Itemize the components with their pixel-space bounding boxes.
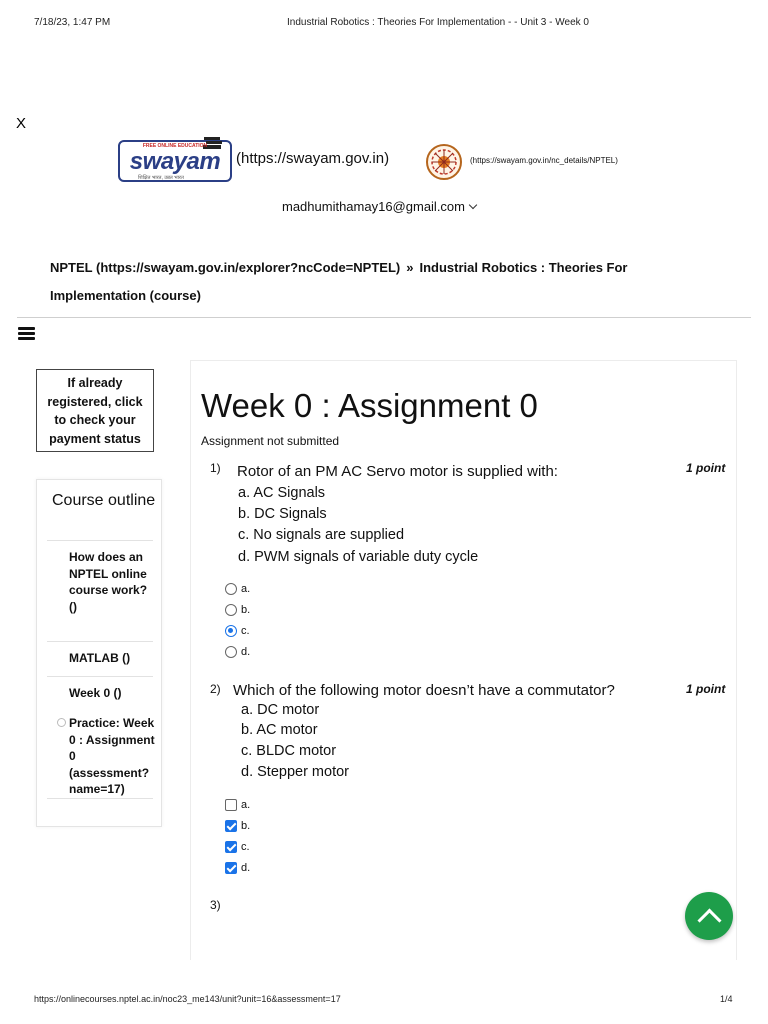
swayam-logo-subline: शिक्षित भारत, उन्नत भारत (138, 175, 184, 181)
radio-button[interactable] (225, 583, 237, 595)
checkbox-checked[interactable] (225, 841, 237, 853)
question-choice: d. PWM signals of variable duty cycle (238, 549, 479, 565)
print-datetime: 7/18/23, 1:47 PM (34, 17, 111, 28)
assignment-card (190, 360, 737, 960)
swayam-link[interactable]: (https://swayam.gov.in) (236, 150, 390, 167)
option-label: a. (241, 799, 251, 811)
swayam-logo-word: swayam (129, 148, 221, 175)
question-choice: a. DC motor (241, 702, 320, 718)
question-choice: c. No signals are supplied (238, 527, 405, 543)
option-label: d. (241, 646, 251, 658)
status-circle-icon (57, 718, 66, 727)
question-choice: c. BLDC motor (241, 743, 337, 759)
user-email: madhumithamay16@gmail.com (282, 199, 465, 214)
question-text: Which of the following motor doesn’t have a commutator? (233, 682, 615, 699)
question-points: 1 point (686, 682, 726, 696)
option-label: d. (241, 862, 251, 874)
question-choice: b. DC Signals (238, 506, 327, 522)
swayam-logo[interactable] (118, 140, 232, 182)
divider (17, 317, 751, 318)
chevron-down-icon (469, 201, 477, 209)
option-label: b. (241, 820, 251, 832)
assignment-status: Assignment not submitted (201, 434, 340, 448)
payment-status-button[interactable]: If already registered, click to check your payment status (36, 369, 154, 452)
nptel-link[interactable]: (https://swayam.gov.in/nc_details/NPTEL) (470, 156, 618, 165)
divider (47, 540, 153, 541)
outline-item-how-it-works[interactable]: How does an NPTEL online course work? () (69, 550, 148, 614)
divider (47, 641, 153, 642)
scroll-to-top-button[interactable] (685, 892, 733, 940)
outline-item-matlab[interactable]: MATLAB () (69, 651, 131, 665)
breadcrumb-separator: » (406, 260, 414, 275)
radio-button-selected[interactable] (225, 625, 237, 637)
page-title: Week 0 : Assignment 0 (201, 387, 538, 424)
question-number: 1) (210, 461, 221, 475)
question-number: 3) (210, 898, 221, 912)
option-label: a. (241, 583, 251, 595)
course-outline-title: Course outline (52, 492, 156, 509)
close-button[interactable]: X (16, 115, 27, 132)
divider (47, 676, 153, 677)
question-choice: b. AC motor (241, 722, 318, 738)
question-choice: a. AC Signals (238, 485, 326, 501)
option-label: b. (241, 604, 251, 616)
question-text: Rotor of an PM AC Servo motor is supplied with: (237, 463, 558, 480)
swayam-logo-tagline: FREE ONLINE EDUCATION (142, 143, 208, 149)
print-url: https://onlinecourses.nptel.ac.in/noc23_me143/unit?unit=16&assessment=17 (34, 994, 341, 1004)
breadcrumb-course-link[interactable]: Industrial Robotics : Theories For Implementation (course) (50, 260, 628, 303)
question-number: 2) (210, 682, 221, 696)
checkbox[interactable] (225, 799, 237, 811)
question-points: 1 point (686, 461, 726, 475)
radio-button[interactable] (225, 646, 237, 658)
print-doc-title: Industrial Robotics : Theories For Implementation - - Unit 3 - Week 0 (287, 17, 589, 28)
outline-item-practice-assignment[interactable]: Practice: Week 0 : Assignment 0 (assessment?name=17) (69, 716, 155, 796)
nptel-logo[interactable] (424, 143, 464, 181)
breadcrumb-nptel-link[interactable]: NPTEL (https://swayam.gov.in/explorer?ncCode=NPTEL) (50, 260, 401, 275)
option-label: c. (241, 625, 250, 637)
course-outline (36, 479, 162, 827)
user-menu[interactable] (282, 199, 476, 214)
print-page-number: 1/4 (720, 994, 733, 1004)
hamburger-icon[interactable] (18, 327, 35, 340)
checkbox-checked[interactable] (225, 820, 237, 832)
divider (47, 798, 153, 799)
checkbox-checked[interactable] (225, 862, 237, 874)
question-choice: d. Stepper motor (241, 764, 349, 780)
option-label: c. (241, 841, 250, 853)
outline-item-week-0[interactable]: Week 0 () (69, 686, 122, 700)
breadcrumb (50, 254, 690, 310)
radio-button[interactable] (225, 604, 237, 616)
